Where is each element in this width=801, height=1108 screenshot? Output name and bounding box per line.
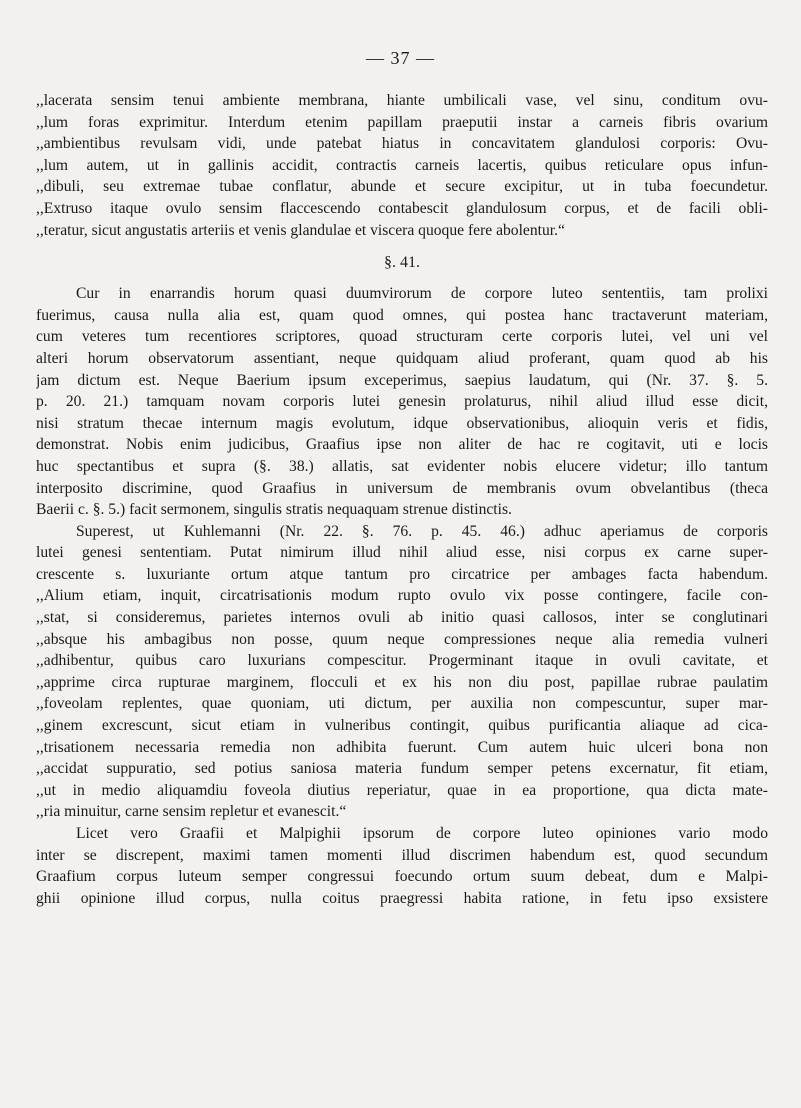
text-line: ,,apprime circa rupturae marginem, flocculi et ex his non diu post, papillae rubrae paulatim: [36, 673, 768, 691]
text-line: ,,trisationem necessaria remedia non adhibita fuerunt. Cum autem huic ulceri bona non: [36, 738, 768, 756]
text-line: huc spectantibus et supra (§. 38.) allatis, sat evidenter nobis elucere videtur; illo tantum: [36, 457, 768, 475]
text-line: ,,foveolam replentes, quae quoniam, uti dictum, per auxilia non compescuntur, super mar-: [36, 695, 768, 713]
paragraph-3: [36, 823, 768, 909]
text-line: ,,lum autem, ut in gallinis accidit, contractis carneis lacertis, quibus reticulare opus infun-: [36, 156, 768, 174]
text-line: Licet vero Graafii et Malpighii ipsorum de corpore luteo opiniones vario modo: [76, 825, 768, 842]
text-line: Cur in enarrandis horum quasi duumvirorum de corpore luteo sententiis, tam prolixi: [76, 285, 768, 303]
section-heading: §. 41.: [384, 254, 420, 272]
text-line: demonstrat. Nobis enim judicibus, Graafius ipse non aliter de hac re cogitavit, uti e locis: [36, 436, 768, 454]
page-header: — 37 —: [366, 48, 435, 68]
text-line: ,,ria minuitur, carne sensim repletur et evanescit.“: [36, 803, 347, 821]
text-line: ,,Extruso itaque ovulo sensim flaccescendo contabescit glandulosum corpus, et de facili obli-: [36, 199, 768, 217]
text-line: ,,ambientibus revulsam vidi, unde patebat hiatus in concavitatem glandulosi corporis: Ovu-: [36, 135, 768, 153]
text-line: ,,lacerata sensim tenui ambiente membrana, hiante umbilicali vase, vel sinu, conditum ovu-: [36, 92, 768, 109]
text-line: ,,accidat suppuratio, sed potius saniosa materia fundum semper petens excernatur, fit etiam,: [36, 760, 768, 778]
text-line: interposito discrimine, quod Graafius in universum de membranis ovum obvelantibus (theca: [36, 479, 768, 497]
text-line: ,,Alium etiam, inquit, circatrisationis modum rupto ovulo vix posse contingere, facile con-: [36, 587, 768, 605]
text-line: ,,dibuli, seu extremae tubae conflatur, abunde et secure excipitur, ut in tuba foecundetur.: [36, 178, 768, 196]
text-line: p. 20. 21.) tamquam novam corporis lutei genesin prolaturus, nihil aliud illud esse dicit,: [36, 393, 768, 411]
paragraph-2: [36, 521, 768, 823]
text-line: alteri horum observatorum assentiant, neque quidquam aliud proferant, quam quod ab his: [36, 349, 768, 367]
text-line: ,,teratur, sicut angustatis arteriis et venis glandulae et viscera quoque fere abolentur.“: [36, 221, 565, 239]
paragraph-1: [36, 283, 768, 521]
text-line: nisi stratum thecae internum magis evolutum, idque observationibus, alioquin veris et fidis,: [36, 414, 768, 432]
text-line: ,,stat, si consideremus, parietes internos ovuli ab initio quasi callosos, inter se conglutinari: [36, 609, 768, 627]
text-line: inter se discrepent, maximi tamen momenti illud discrimen habendum est, quod secundum: [36, 846, 768, 864]
text-line: ,,lum foras exprimitur. Interdum etenim papillam praeputii instar a carneis fibris ovarium: [36, 113, 768, 131]
text-line: crescente s. luxuriante ortum atque tantum pro circatrice per ambages facta habendum.: [36, 565, 768, 583]
text-line: lutei genesi sententiam. Putat nimirum illud nihil aliud esse, nisi corpus ex carne super-: [36, 544, 768, 562]
text-line: fuerimus, causa nulla alia est, quam quod omnes, qui postea hanc tractaverunt materiam,: [36, 306, 768, 324]
text-line: cum veteres tum recentiores scriptores, quoad structuram certe corporis lutei, vel uni vel: [36, 328, 768, 346]
text-line: ,,adhibentur, quibus caro luxurians compescitur. Progerminant itaque in ovuli cavitate, et: [36, 652, 768, 670]
text-line: ,,ginem excrescunt, sicut etiam in vulneribus contingit, quibus purificantia aliaque ad cica-: [36, 717, 768, 735]
text-line: Graafium corpus luteum semper congressui foecundo ortum suum debeat, dum e Malpi-: [36, 868, 768, 886]
text-line: Superest, ut Kuhlemanni (Nr. 22. §. 76. p. 45. 46.) adhuc aperiamus de corporis: [76, 522, 768, 540]
text-line: ,,absque his ambagibus non posse, quum neque compressiones neque alia remedia vulneri: [36, 630, 768, 648]
text-line: ghii opinione illud corpus, nulla coitus praegressi habita ratione, in fetu ipso exsistere: [36, 889, 768, 907]
quote-paragraph: [36, 90, 768, 241]
text-line: Baerii c. §. 5.) facit sermonem, singulis stratis nequaquam strenue distinctis.: [36, 501, 512, 519]
page-body: [36, 90, 768, 909]
text-line: jam dictum est. Neque Baerium ipsum exceperimus, saepius laudatum, qui (Nr. 37. §. 5.: [36, 371, 768, 389]
text-line: ,,ut in medio aliquamdiu foveola diutius reperiatur, quae in ea proportione, qua dicta mate-: [36, 781, 768, 799]
